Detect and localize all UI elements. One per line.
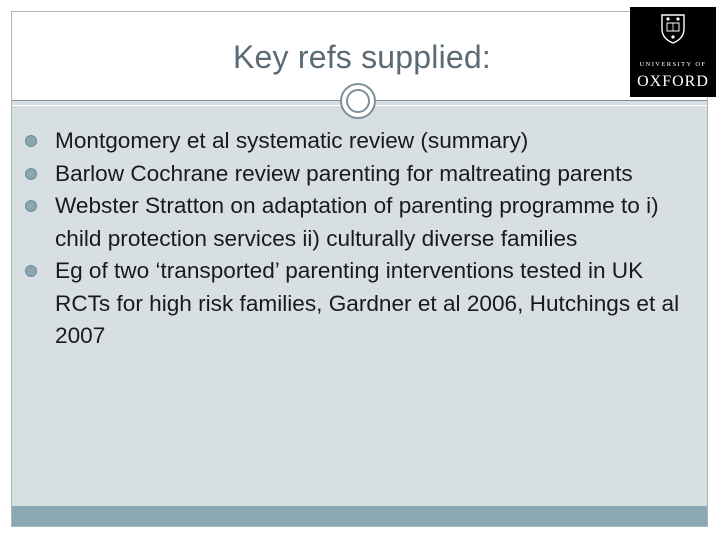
footer-bar — [12, 506, 707, 526]
logo-oxford-label: OXFORD — [637, 73, 709, 90]
bullet-text: Eg of two ‘transported’ parenting interventions tested in UK RCTs for high risk families, Gardner et al 2006, Hutchings et al 2007 — [55, 258, 680, 348]
bullet-text: Barlow Cochrane review parenting for maltreating parents — [55, 160, 633, 186]
slide — [11, 11, 708, 527]
circle-ornament-icon — [340, 83, 376, 119]
oxford-logo — [630, 7, 716, 97]
logo-university-label: UNIVERSITY OF — [639, 61, 707, 68]
bullet-dot-icon — [25, 265, 37, 277]
bullet-text: Montgomery et al systematic review (summary) — [55, 128, 529, 153]
oxford-crest-icon — [660, 13, 686, 45]
slide-title: Key refs supplied: — [233, 39, 491, 75]
circle-ornament-inner — [346, 89, 370, 113]
bullet-list — [12, 125, 707, 353]
bullet-dot-icon — [25, 168, 37, 180]
bullet-item — [12, 255, 707, 353]
bullet-item — [12, 125, 707, 158]
bullet-dot-icon — [25, 200, 37, 212]
bullet-item — [12, 190, 707, 255]
bullet-dot-icon — [25, 135, 37, 147]
bullet-text: Webster Stratton on adaptation of parenting programme to i) child protection services ii) culturally diverse families — [55, 193, 659, 251]
bullet-item — [12, 158, 707, 191]
